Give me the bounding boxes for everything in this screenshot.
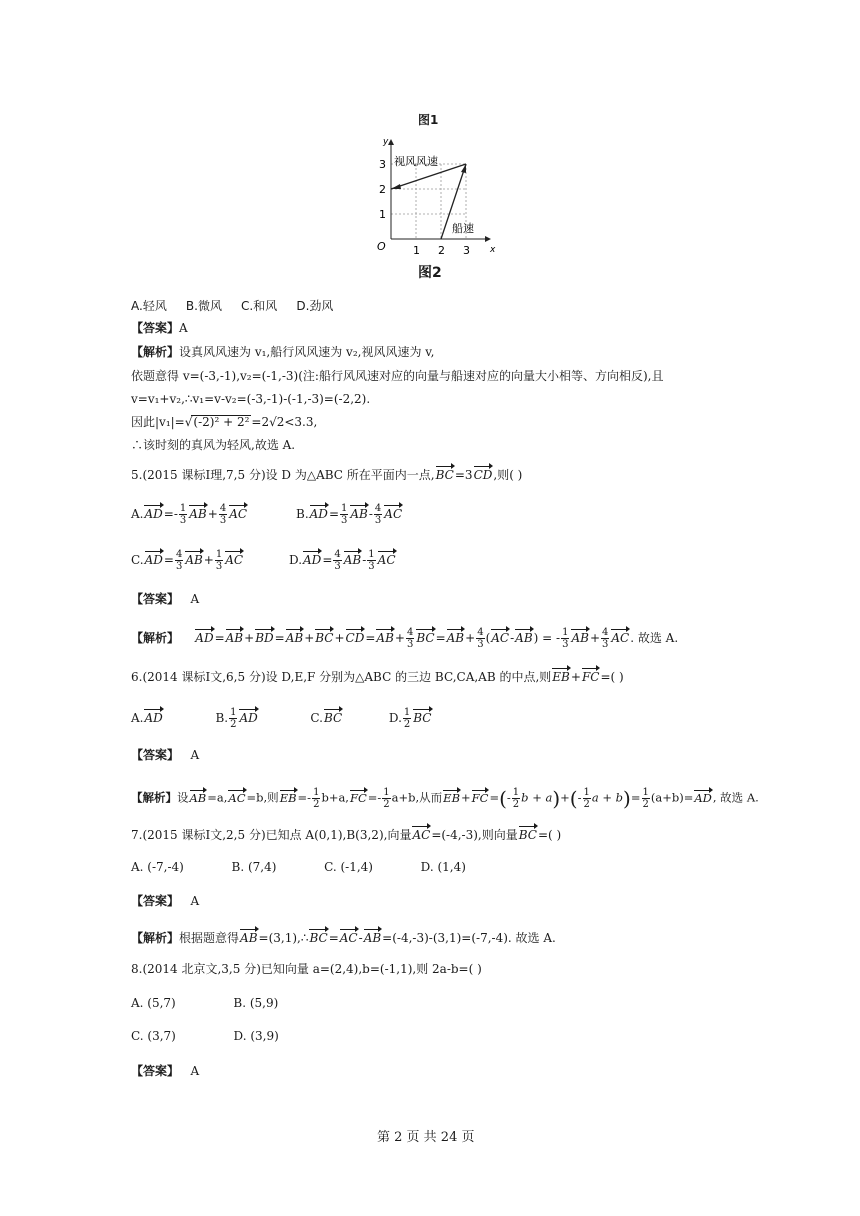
q5-analysis: 【解析】 AD=AB+BD=AB+BC+CD=AB+ $\frac{4}{3}$ BC=AB+ $\frac{4}{3}$ (AC-AB) = - $\frac{1}{3}$ AB+ $\frac{4}{3}$ AC. 故选 A. — [131, 627, 679, 650]
q4-analysis-line1 — [131, 346, 434, 358]
q4-analysis-line4: 因此|v₁|=√(-2)² + 2² =2√2<3.3, — [131, 415, 318, 429]
q8-option-c: C. (3,7) — [131, 1029, 176, 1043]
x-tick-2: 2 — [438, 244, 445, 257]
y-tick-3: 3 — [379, 158, 386, 171]
q7-option-a: A. (-7,-4) — [131, 860, 184, 874]
x-tick-1: 1 — [413, 244, 420, 257]
apparent-wind-label: 视风风速 — [394, 155, 438, 168]
q8-option-a: A. (5,7) — [131, 996, 176, 1010]
q4-line4-post: =2√2<3.3, — [251, 415, 318, 429]
q4-line4-radicand: (-2)² + 2² — [193, 415, 250, 429]
q6-option-d: D. $\frac{1}{2}$ BC — [388, 707, 432, 730]
ship-speed-label: 船速 — [452, 222, 474, 235]
q8-option-d: D. (3,9) — [233, 1029, 279, 1043]
q7-option-b: B. (7,4) — [231, 860, 277, 874]
q4-analysis-label: 【解析】 — [131, 345, 180, 359]
q6-options — [131, 707, 433, 730]
x-axis-label: x — [490, 245, 496, 255]
q5-option-d: D.AD= $\frac{4}{3}$ AB- $\frac{1}{3}$ AC — [289, 549, 396, 572]
q7-option-c: C. (-1,4) — [324, 860, 373, 874]
y-tick-2: 2 — [379, 183, 386, 196]
q4-option-d: D.劲风 — [296, 299, 334, 313]
q7-stem: 7.(2015 课标Ⅰ文,2,5 分)已知点 A(0,1),B(3,2),向量AC=(-4,-3),则向量BC=( ) — [131, 828, 562, 842]
q5-option-c: C.AD= $\frac{4}{3}$ AB+ $\frac{1}{3}$ AC — [131, 549, 244, 572]
q6-option-b: B. $\frac{1}{2}$ AD — [215, 707, 258, 730]
q5-stem-pre: 5.(2015 课标Ⅰ理,7,5 分)设 D 为△ABC 所在平面内一点, — [131, 468, 435, 482]
q4-answer-value: A — [179, 321, 188, 335]
q4-answer — [131, 322, 188, 334]
q6-option-c: C.BC — [310, 711, 343, 725]
q4-options — [131, 300, 333, 312]
q4-analysis-line5: ∴该时刻的真风为轻风,故选 A. — [131, 438, 296, 452]
q5-option-b: B.AD= $\frac{1}{3}$ AB- $\frac{4}{3}$ AC — [296, 503, 403, 526]
figure1-caption: 图1 — [418, 113, 439, 127]
page-footer: 第 2 页 共 24 页 — [377, 1130, 475, 1145]
q5-stem: 5.(2015 课标Ⅰ理,7,5 分)设 D 为△ABC 所在平面内一点,BC=3CD,则( ) — [131, 468, 523, 482]
q4-option-c: C.和风 — [241, 299, 278, 313]
q7-option-d: D. (1,4) — [420, 860, 466, 874]
q5-answer: 【答案】 A — [131, 592, 200, 606]
y-tick-1: 1 — [379, 208, 386, 221]
q8-stem: 8.(2014 北京文,3,5 分)已知向量 a=(2,4),b=(-1,1),则 2a-b=( ) — [131, 962, 482, 976]
q4-line4-pre: 因此|v₁|= — [131, 415, 185, 429]
q8-options-row2 — [131, 1030, 279, 1042]
q4-analysis-text1: 设真风风速为 v₁,船行风风速为 v₂,视风风速为 v, — [179, 345, 435, 359]
q4-option-b: B.微风 — [185, 299, 222, 313]
q6-stem: 6.(2014 课标Ⅰ文,6,5 分)设 D,E,F 分别为△ABC 的三边 BC,CA,AB 的中点,则EB+FC=( ) — [131, 670, 624, 684]
q5-stem-post: ,则( ) — [493, 468, 523, 482]
figure2-caption: 图2 — [418, 265, 442, 281]
x-tick-3: 3 — [463, 244, 470, 257]
q4-answer-label: 【答案】 — [131, 321, 180, 335]
q7-answer: 【答案】 A — [131, 894, 200, 908]
origin-label: O — [377, 240, 386, 253]
q8-option-b: B. (5,9) — [233, 996, 279, 1010]
q6-answer: 【答案】 A — [131, 748, 200, 762]
figure2 — [360, 132, 500, 260]
q7-options — [131, 861, 466, 873]
q8-answer: 【答案】 A — [131, 1064, 200, 1078]
q4-analysis-line3: v=v₁+v₂,∴v₁=v-v₂=(-3,-1)-(-1,-3)=(-2,2). — [131, 392, 371, 406]
q4-analysis-line2: 依题意得 v=(-3,-1),v₂=(-1,-3)(注:船行风风速对应的向量与船速对应的向量大小相等、方向相反),且 — [131, 369, 664, 383]
q6-option-a: A.AD — [131, 711, 163, 725]
q7-analysis: 【解析】根据题意得AB=(3,1),∴BC=AC-AB=(-4,-3)-(3,1)=(-7,-4). 故选 A. — [131, 931, 556, 945]
q8-options-row1 — [131, 997, 278, 1009]
q4-option-a: A.轻风 — [131, 299, 167, 313]
q5-option-a: A.AD=- $\frac{1}{3}$ AB+ $\frac{4}{3}$ AC — [131, 503, 248, 526]
q6-analysis: 【解析】设AB=a,AC=b,则EB=- $\frac{1}{2}$ b+a,FC=- $\frac{1}{2}$ a+b,从而EB+FC=(- $\frac{1}{2}$ b + a)+(- $\frac{1}{2}$ a + b)= $\frac{1}{2}$ (a+b)=AD, 故选 A. — [131, 786, 759, 811]
y-axis-label: y — [383, 137, 389, 147]
